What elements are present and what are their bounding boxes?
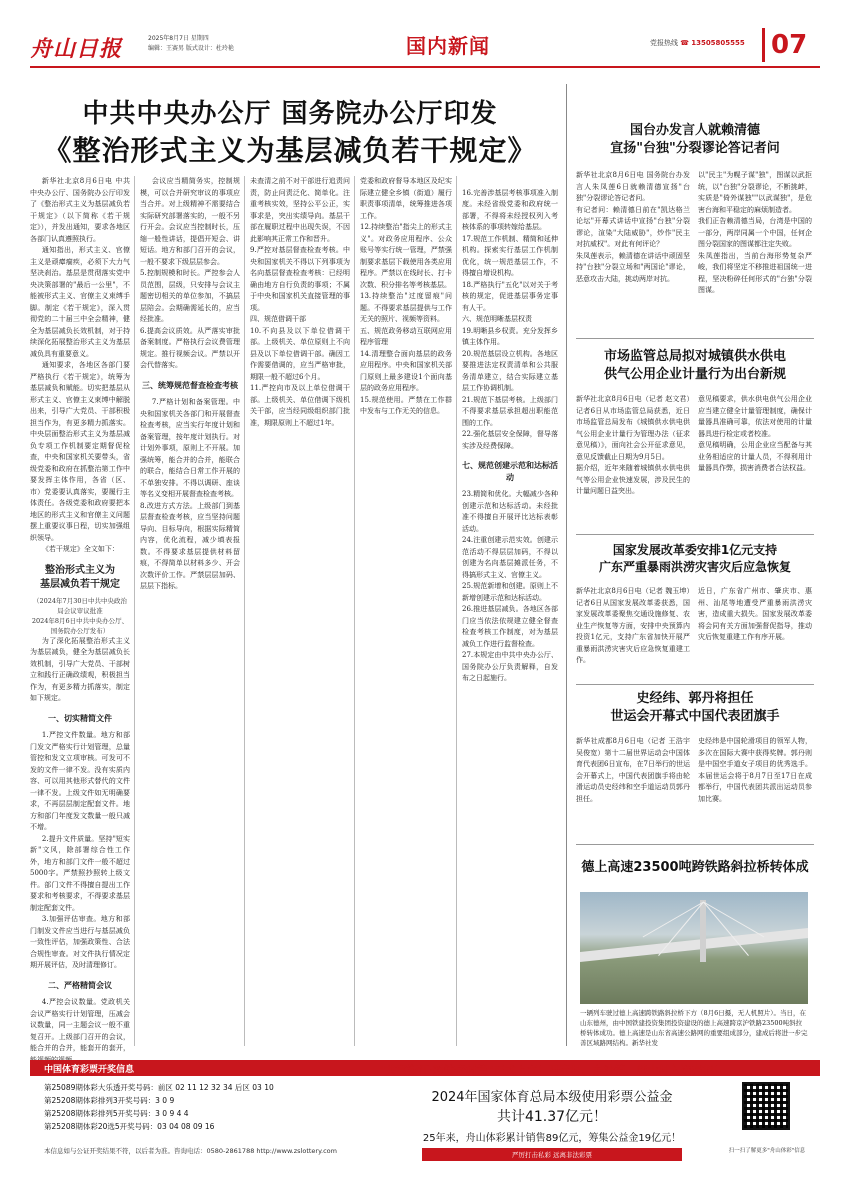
- regulation-title: 整治形式主义为 基层减负若干规定: [40, 564, 120, 590]
- article-body: 新华社北京8月6日电（记者 赵文君）记者6日从市场监管总局获悉，近日市场监管总局发布《城镇供水供电供气公用企业计量行为管理办法（征求意见稿）》，面向社会公开征求意见，意见反馈截止日期为9月5日。 据介绍，近年来随着城镇供水供电供气等公用企业快速发展，涉及民生的计量问题日益突出。: [576, 395, 690, 495]
- lottery-result: 第25208期体彩20选5开奖号码：03 04 08 09 16: [44, 1122, 215, 1131]
- lottery-result: 第25208期体彩排列3开奖号码：3 0 9: [44, 1096, 175, 1105]
- column-divider: [456, 176, 457, 1046]
- article-body: 新华社北京8月6日电（记者 魏玉坤）记者6日从国家发展改革委获悉，国家发展改革委聚焦交通设施修复、农业生产恢复等方面，安排中央预算内投资1亿元，支持广东省加快开展严重暴雨洪涝灾害灾后应急恢复重建工作。: [576, 587, 690, 664]
- lottery-results: [44, 1081, 274, 1133]
- article-paragraph: 23.精简和优化。大幅减少各种创建示范和达标活动。未经批准不得擅自开展评比达标表彰活动。 24.注重创建示范实效。创建示范活动不得层层加码，不得以创建为名向基层摊派任务，不得搞形式主义、官僚主义。 25.规范新增和创建。原则上不新增创建示范和达标活动。 26.推进基层减负。各地区各部门应当依法依规建立健全督查检查考核工作制度，对为基层减负工作进行监督检查。 27.本规定由中共中央办公厅、国务院办公厅负责解释，自发布之日起施行。: [462, 490, 558, 682]
- main-headline: [30, 96, 550, 170]
- lottery-result: 第25089期体彩大乐透开奖号码：前区 02 11 12 32 34 后区 03 10: [44, 1083, 274, 1092]
- lottery-advert: [372, 1058, 732, 1170]
- page-column-divider: [566, 84, 567, 1046]
- article-divider: [576, 844, 814, 845]
- photo-caption: 一辆列车驶过德上高速跨铁路斜拉桥下方（8月6日摄，无人机照片）。当日，在山东德州，由中国铁建投资集团投资建设的德上高速跨京沪铁路23500吨斜拉桥转体成功。德上高速是山东省高速公路网的重要组成部分，建成后将进一步完善区域路网结构。新华社发: [580, 1009, 808, 1047]
- article-body: 史经纬是中国轮滑项目的领军人物，多次在国际大赛中获得奖牌。郭丹则是中国空手道女子项目的优秀选手。本届世运会将于8月7日至17日在成都举行，中国代表团共派出运动员参加比赛。: [698, 737, 812, 803]
- advert-slogan: "共富浙江·彩铸奇村篇"正式上市！马泰村、东沙镇、嵊山村入选亮相！: [379, 1064, 725, 1077]
- article-paragraph: 《若干规定》全文如下：: [41, 545, 119, 553]
- section-heading: 三、统筹规范督查检查考核: [142, 380, 238, 390]
- issue-editors: 编辑：王赛男 版式设计：杜玲艳: [148, 45, 234, 52]
- main-headline-line2: 《整治形式主义为基层减负若干规定》: [43, 134, 537, 167]
- section-title: 国内新闻: [406, 34, 490, 58]
- bridge-photo: [580, 892, 808, 1004]
- article-paragraph: 通知要求，各地区各部门要严格执行《若干规定》，统筹为基层减负和赋能。切实把基层从形式主义、官僚主义束缚中解脱出来，引导广大党员、干部积极担当作为，有更多精力抓落实。中央层面整治形式主义为基层减负专项工作机制要定期督促检查，中央和国家机关要带头，省级党委和政府在抓整治第工作中要发挥主体作用，各省（区、市）党委要认真落实，要履行主体责任。各级党委和政府要把本地区的形式主义和官僚主义问题摆上重要议事日程，切实加强组织领导。: [30, 361, 130, 542]
- issue-meta: [148, 34, 234, 54]
- bridge-cable: [703, 902, 764, 938]
- section-heading: 一、切实精简文件: [48, 713, 112, 723]
- phone-icon: ☎: [680, 39, 689, 47]
- article-divider: [576, 534, 814, 535]
- masthead-rule: [30, 66, 820, 68]
- article-body: 新华社北京8月6日电 国务院台办发言人朱凤莲6日就赖清德宣扬"台独"分裂谬论答记者问。 有记者问：赖清德日前在"凯达格兰论坛"开幕式讲话中宣扬"台独"分裂谬论，渲染"大陆威胁"，炒作"民主对抗威权"。对此有何评论？ 朱凤莲表示，赖清德在讲话中顽固坚持"台独"分裂立场和"两国论"谬论，恶意攻击大陆，挑动两岸对抗。: [576, 171, 690, 283]
- qr-code-icon[interactable]: [742, 1082, 790, 1130]
- article-body: 新华社成都8月6日电（记者 王浩宇 吴俊宽）第十二届世界运动会中国体育代表团6日宣布，在7日举行的世运会开幕式上，中国代表团旗手将由轮滑运动员史经纬和空手道运动员郭丹担任。: [576, 737, 690, 803]
- bridge-deck: [580, 928, 808, 962]
- issue-date: 2025年8月7日 星期四: [148, 35, 209, 42]
- article-body: 近日，广东省广州市、肇庆市、惠州、汕尾等地遭受严重暴雨洪涝灾害，造成重大损失。国家发展改革委将会同有关方面加强督促指导，推动灾后恢复重建工作有序开展。: [698, 587, 812, 641]
- lottery-result: 第25208期体彩排列5开奖号码：3 0 9 4 4: [44, 1109, 189, 1118]
- page-number: 07: [762, 28, 820, 62]
- article-paragraph: 3.加强评估审查。地方和部门制发文件应当进行与基层减负一致性评估，加强政策性、合法合规性审查。对文件执行情况定期开展评估，及时清理修订。: [30, 915, 130, 969]
- article-divider: [576, 338, 814, 339]
- column-divider: [244, 176, 245, 1046]
- section-heading: 七、规范创建示范和达标活动: [462, 461, 558, 482]
- article-headline: 国家发展改革委安排1亿元支持 广东严重暴雨洪涝灾害灾后应急恢复: [598, 543, 791, 574]
- hotline: [650, 38, 745, 48]
- bridge-pylon: [700, 900, 706, 962]
- article-headline: 史经纬、郭丹将担任 世运会开幕式中国代表团旗手: [610, 691, 780, 724]
- article-paragraph: 4.严控会议数量。党政机关会议严格实行计划管理，压减会议数量，同一主题会议一般不重复召开。上级部门召开的会议，能合并的合并，能套开的套开，: [30, 998, 130, 1052]
- lottery-note: 本信息如与公证开奖结果不符，以后者为准。咨询电话：0580-2861788 http://www.zslottery.com: [44, 1147, 337, 1155]
- regulation-lead: 为了深化拓展整治形式主义为基层减负，健全为基层减负长效机制，引导广大党员、干部树立和践行正确政绩观，积极担当作为，有更多精力抓落实，制定如下规定。: [30, 636, 130, 702]
- regulation-subtitle: （2024年7月30日中共中央政治局会议审议批准 2024年8月6日中共中央办公厅、国务院办公厅发布）: [31, 596, 129, 635]
- article-headline: 国台办发言人就赖清德 宣扬"台独"分裂谬论答记者问: [610, 123, 780, 156]
- bridge-cable: [643, 902, 704, 938]
- hotline-phone: 13505805555: [691, 39, 745, 47]
- article-headline: 市场监管总局拟对城镇供水供电 供气公用企业计量行为出台新规: [603, 349, 786, 382]
- article-paragraph: 1.严控文件数量。地方和部门发文严格实行计划管理，总量管控和发文立项审核。可发可不发的文件一律不发。没有实质内容、可以用其他形式替代的文件一律不发。上级文件如无明确要求，不再层层制定配套文件。地方和部门年度发文数量一般只减不增。: [30, 731, 130, 831]
- article-paragraph: 2.提升文件质量。坚持"短实新"文风，除部署综合性工作外，地方和部门文件一般不超过5000字。严禁照抄照转上级文件。部门文件不得擅自提出工作要求和考核要求，不得要求基层制定配套文件。: [30, 834, 130, 912]
- advert-footer: 25年来，舟山体彩累计销售89亿元，筹集公益金19亿元！: [422, 1133, 682, 1144]
- hotline-label: 党报热线: [650, 39, 678, 47]
- main-headline-line1: 中共中央办公厅 国务院办公厅印发: [82, 99, 498, 129]
- photo-headline: 德上高速23500吨跨铁路斜拉桥转体成: [581, 860, 809, 875]
- article-paragraph: 16.完善涉基层考核事项准入制度。未经省级党委和政府统一部署，不得将未经授权列入考核体系的事项转嫁给基层。 17.规范工作机制、精简和延伸机构。探索实行基层工作机制优化，统一规范基层工作，不得擅自增设机构。 18.严格执行"五化"以对关于考核的规定，促进基层事务定事有人干。 六、规范明晰基层权责 19.明晰县乡权责。充分发挥乡镇主体作用。 20.规范基层设立机构。各地区要推进法定权责清单和公共服务清单建立，结合实际建立基层工作协调机制。 21.规范下基层考核。上级部门不得要求基层承担超出职能范围的工作。 22.强化基层安全保障，督导落实涉及经费保障。: [462, 188, 558, 450]
- column-divider: [134, 176, 135, 1046]
- newspaper-logo: 舟山日报: [30, 36, 123, 62]
- main-column-1: [30, 176, 130, 1052]
- article-divider: [576, 684, 814, 685]
- qr-caption: 扫一扫了解更多"舟山体彩"信息: [728, 1148, 806, 1154]
- advert-tag: 严厉打击私彩 远离非法彩票: [422, 1148, 682, 1161]
- main-column-4: 党委和政府督导本地区及纪实际建立健全乡镇（街道）履行职责事项清单，统筹推进各项工作。 12.持续整治"指尖上的形式主义"。对政务应用程序、公众账号等实行统一管理，严禁强制要求基层下载使用各类应用程序。严禁以在线时长、打卡次数、积分排名等考核基层。 13.持续整治"过度留痕"问题。不得要求基层提供与工作无关的照片、视频等资料。 五、规范政务移动互联网应用程序管理 14.清理整合面向基层的政务应用程序。中央和国家机关部门原则上最多建设1个面向基层的政务应用程序。 15.规范使用。严禁在工作群中发布与工作无关的信息。: [360, 177, 452, 415]
- article-paragraph: 通知指出，形式主义、官僚主义是顽瘴痼疾，必须下大力气坚决刹治。基层是贯彻落实党中央决策部署的"最后一公里"，不能被形式主义、官僚主义束缚手脚。制定《若干规定》，深入贯彻党的二十届三中全会精神，健全为基层减负长效机制，对于持续深化拓展整治形式主义为基层减负具有重要意义。: [30, 246, 130, 358]
- article-body: 意见稿要求，供水供电供气公用企业应当建立健全计量管理制度，确保计量器具准确可靠，依法对使用的计量器具进行检定或者校准。 意见稿明确，公用企业应当配备与其业务相适应的计量人员，不得利用计量器具作弊，损害消费者合法权益。: [698, 395, 812, 472]
- section-heading: 二、严格精简会议: [48, 980, 112, 990]
- lottery-title: 中国体育彩票开奖信息: [44, 1065, 135, 1075]
- main-column-2: [140, 176, 240, 1046]
- advert-main: 2024年国家体育总局本级使用彩票公益金: [431, 1090, 673, 1105]
- main-column-3: 未查清之前不对干部进行追责问责，防止问责泛化、简单化。注重考核实效，坚持公平公正，实事求是，突出实绩导向。基层干部在履职过程中出现失误，不因此影响其正常工作和晋升。 9.严控对基层督查检查考核。中央和国家机关不得以下列事项为名向基层督查检查考核：已经明确由地方自行负责的事项；不属于中央和国家机关直接管理的事项。 四、规范借调干部 10.不向县及以下单位借调干部。上级机关、单位原则上不向县及以下单位借调干部。确因工作需要借调的，应当严格审批，期限一般不超过6个月。 11.严控向市及以上单位借调干部。上级机关、单位借调下级机关干部，应当经同级组织部门批准，期限原则上不超过1年。: [250, 177, 350, 427]
- article-lead: 新华社北京8月6日电 中共中央办公厅、国务院办公厅印发了《整治形式主义为基层减负若干规定》（以下简称《若干规定》），并发出通知，要求各地区各部门认真遵照执行。: [30, 177, 130, 243]
- column-divider: [354, 176, 355, 1046]
- article-paragraph: 7.严格计划和备案管理。中央和国家机关各部门和开展督查检查考核，应当实行年度计划和备案管理，按年度计划执行。对计划外事项，原则上不开展。加强统筹，能合并的合并，能联合的联合，能结合日常工作开展的不单独安排。不得以调研、座谈等名义变相开展督查检查考核。 8.改进方式方法。上级部门到基层督查检查考核，应当坚持问题导向、目标导向，根据实际精简内容，优化流程，减少填表报数。不得要求基层提供材料留痕，不得简单以材料多少、开会次数评价工作。严禁层层加码、层层下指标。: [140, 398, 240, 590]
- article-paragraph: 会议应当精简务实，控制规模，可以合并研究审议的事项应当合并。对上级精神不需要结合实际研究部署落实的，一般不另行开会。会议应当控制时长，压缩一般性讲话，提倡开短会、讲短话。地方和部门召开的会议，一般不要求下级层层参会。 5.控制规模和时长。严控参会人员范围，层级，只安排与会议主题密切相关的单位参加，不搞层层陪会。会期确需延长的，应当经批准。 6.提高会议质效。从严落实审批备案制度。严格执行会议费管理规定。推行视频会议。严禁以开会代替落实。: [140, 177, 240, 369]
- article-body: 以"民主"为幌子谋"独"，图谋以武拒统，以"台独"分裂谬论，不断挑衅，实质是"倚外谋独""以武谋独"，是危害台海和平稳定的麻烦制造者。 我们正告赖清德当局，台湾是中国的一部分，两岸同属一个中国，任何企图分裂国家的图谋都注定失败。 朱凤莲指出，当前台海形势复杂严峻，我们将坚定不移推进祖国统一进程，坚决粉碎任何形式的"台独"分裂图谋。: [698, 171, 812, 294]
- main-column-5: [462, 176, 558, 1046]
- advert-sales: 共计41.37亿元！: [496, 1109, 608, 1125]
